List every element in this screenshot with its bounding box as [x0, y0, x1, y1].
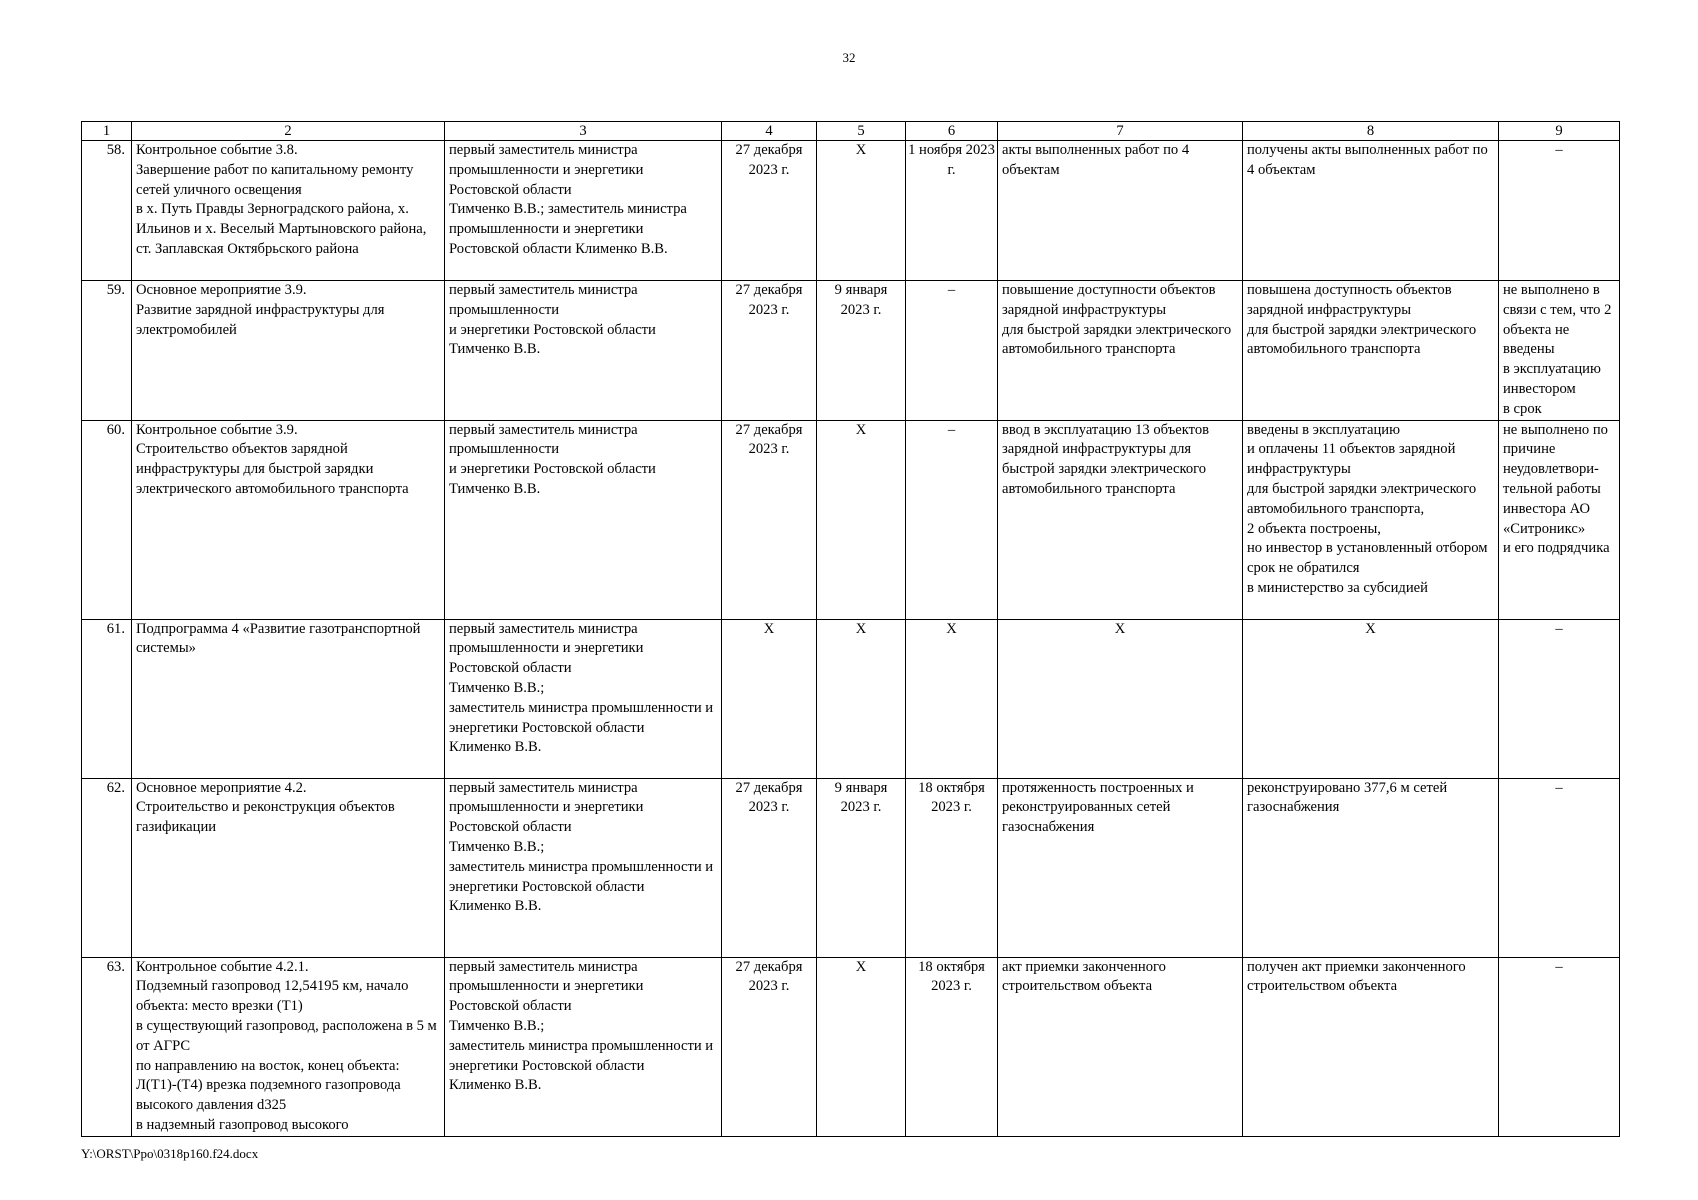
end-date: 18 октября 2023 г. — [906, 778, 998, 957]
actual-result: повышена доступность объектов зарядной инфраструктуры для быстрой зарядки электрического автомобильного транспорта — [1243, 281, 1499, 421]
actual-result: получен акт приемки законченного строительством объекта — [1243, 957, 1499, 1136]
header-cell: 6 — [906, 122, 998, 141]
end-date: 1 ноября 2023 г. — [906, 141, 998, 281]
responsible-person: первый заместитель министра промышленности и энергетики Ростовской области Тимченко В.В.; заместитель министра промышленности и энергетики Ростовской области Клименко В.В. — [445, 141, 722, 281]
start-date: 9 января 2023 г. — [817, 281, 906, 421]
responsible-person: первый заместитель министра промышленности и энергетики Ростовской области Тимченко В.В.; заместитель министра промышленности и энергетики Ростовской области Клименко В.В. — [445, 957, 722, 1136]
actual-result: получены акты выполненных работ по 4 объектам — [1243, 141, 1499, 281]
header-cell: 3 — [445, 122, 722, 141]
plan-date: 27 декабря 2023 г. — [722, 281, 817, 421]
event-name: Контрольное событие 3.9. Строительство объектов зарядной инфраструктуры для быстрой зарядки электрического автомобильного транспорта — [132, 420, 445, 619]
end-date: – — [906, 420, 998, 619]
responsible-person: первый заместитель министра промышленности и энергетики Ростовской области Тимченко В.В. — [445, 281, 722, 421]
plan-date: 27 декабря 2023 г. — [722, 420, 817, 619]
event-name: Подпрограмма 4 «Развитие газотранспортной системы» — [132, 619, 445, 778]
note: – — [1499, 619, 1620, 778]
header-cell: 2 — [132, 122, 445, 141]
table-row — [82, 141, 1620, 281]
start-date: Х — [817, 420, 906, 619]
event-name: Контрольное событие 4.2.1. Подземный газопровод 12,54195 км, начало объекта: место врезки (Т1) в существующий газопровод, расположена в 5 м от АГРС по направлению на восток, конец объекта: Л(Т1)-(Т4) врезка подземного газопровода высокого давления d325 в надземный газопровод высокого — [132, 957, 445, 1136]
header-cell: 7 — [998, 122, 1243, 141]
note: не выполнено по причине неудовлетвори-тельной работы инвестора АО «Ситроникс» и его подрядчика — [1499, 420, 1620, 619]
plan-date: 27 декабря 2023 г. — [722, 141, 817, 281]
plan-date: 27 декабря 2023 г. — [722, 778, 817, 957]
file-path-footer: Y:\ORST\Ppo\0318p160.f24.docx — [81, 1146, 259, 1161]
start-date: Х — [817, 619, 906, 778]
header-row — [82, 122, 1620, 141]
start-date: Х — [817, 957, 906, 1136]
table-row — [82, 281, 1620, 421]
end-date: – — [906, 281, 998, 421]
header-cell: 4 — [722, 122, 817, 141]
responsible-person: первый заместитель министра промышленности и энергетики Ростовской области Тимченко В.В. — [445, 420, 722, 619]
header-cell: 9 — [1499, 122, 1620, 141]
start-date: 9 января 2023 г. — [817, 778, 906, 957]
planned-result: повышение доступности объектов зарядной инфраструктуры для быстрой зарядки электрического автомобильного транспорта — [998, 281, 1243, 421]
table-row — [82, 778, 1620, 957]
actual-result: Х — [1243, 619, 1499, 778]
table-row — [82, 420, 1620, 619]
end-date: 18 октября 2023 г. — [906, 957, 998, 1136]
event-name: Контрольное событие 3.8. Завершение работ по капитальному ремонту сетей уличного освещения в х. Путь Правды Зерноградского района, х. Ильинов и х. Веселый Мартыновского района, ст. Заплавская Октябрьского района — [132, 141, 445, 281]
planned-result: ввод в эксплуатацию 13 объектов зарядной инфраструктуры для быстрой зарядки электрического автомобильного транспорта — [998, 420, 1243, 619]
row-number: 58. — [82, 141, 132, 281]
table-row — [82, 957, 1620, 1136]
header-cell: 8 — [1243, 122, 1499, 141]
event-name: Основное мероприятие 4.2. Строительство и реконструкция объектов газификации — [132, 778, 445, 957]
responsible-person: первый заместитель министра промышленности и энергетики Ростовской области Тимченко В.В.; заместитель министра промышленности и энергетики Ростовской области Клименко В.В. — [445, 619, 722, 778]
header-cell: 5 — [817, 122, 906, 141]
planned-result: Х — [998, 619, 1243, 778]
row-number: 62. — [82, 778, 132, 957]
planned-result: акты выполненных работ по 4 объектам — [998, 141, 1243, 281]
row-number: 60. — [82, 420, 132, 619]
note: – — [1499, 957, 1620, 1136]
report-table — [81, 121, 1620, 1137]
note: – — [1499, 778, 1620, 957]
page-number: 32 — [842, 50, 856, 65]
event-name: Основное мероприятие 3.9. Развитие зарядной инфраструктуры для электромобилей — [132, 281, 445, 421]
plan-date: 27 декабря 2023 г. — [722, 957, 817, 1136]
table-row — [82, 619, 1620, 778]
note: не выполнено в связи с тем, что 2 объекта не введены в эксплуатацию инвестором в срок — [1499, 281, 1620, 421]
header-cell: 1 — [82, 122, 132, 141]
plan-date: Х — [722, 619, 817, 778]
row-number: 59. — [82, 281, 132, 421]
note: – — [1499, 141, 1620, 281]
row-number: 61. — [82, 619, 132, 778]
end-date: Х — [906, 619, 998, 778]
responsible-person: первый заместитель министра промышленности и энергетики Ростовской области Тимченко В.В.; заместитель министра промышленности и энергетики Ростовской области Клименко В.В. — [445, 778, 722, 957]
start-date: Х — [817, 141, 906, 281]
actual-result: введены в эксплуатацию и оплачены 11 объектов зарядной инфраструктуры для быстрой зарядки электрического автомобильного транспорта, 2 объекта построены, но инвестор в установленный отбором срок не обратился в министерство за субсидией — [1243, 420, 1499, 619]
planned-result: протяженность построенных и реконструированных сетей газоснабжения — [998, 778, 1243, 957]
planned-result: акт приемки законченного строительством объекта — [998, 957, 1243, 1136]
row-number: 63. — [82, 957, 132, 1136]
actual-result: реконструировано 377,6 м сетей газоснабжения — [1243, 778, 1499, 957]
